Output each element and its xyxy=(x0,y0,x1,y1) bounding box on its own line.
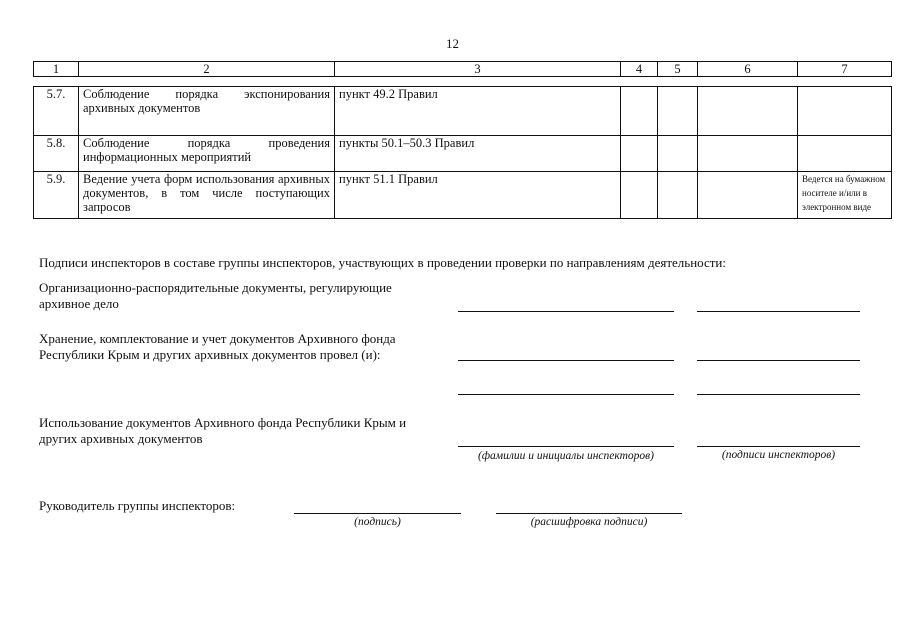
row-reference: пункт 51.1 Правил xyxy=(335,172,621,219)
header-cell: 2 xyxy=(79,62,335,77)
header-cell: 4 xyxy=(621,62,658,77)
leader-decode-line xyxy=(496,513,682,514)
name-line xyxy=(458,311,674,312)
row-cell-5 xyxy=(658,172,698,219)
row-cell-5 xyxy=(658,136,698,172)
signature-line xyxy=(697,394,860,395)
row-cell-6 xyxy=(698,172,798,219)
row-number: 5.8. xyxy=(34,136,79,172)
row-cell-4 xyxy=(621,172,658,219)
leader-signature-line xyxy=(294,513,461,514)
section-usage: Использование документов Архивного фонда Республики Крым и других архивных документов xyxy=(39,415,407,446)
row-cell-6 xyxy=(698,87,798,136)
signature-line xyxy=(697,311,860,312)
row-cell-4 xyxy=(621,87,658,136)
page-number: 12 xyxy=(446,36,459,51)
name-line xyxy=(458,394,674,395)
signatures-intro: Подписи инспекторов в составе группы инспекторов, участвующих в проведении проверки по направлениям деятельности: xyxy=(39,255,727,270)
table-row xyxy=(34,87,892,136)
row-cell-5 xyxy=(658,87,698,136)
name-line xyxy=(458,446,674,447)
row-number: 5.9. xyxy=(34,172,79,219)
leader-label: Руководитель группы инспекторов: xyxy=(39,498,236,513)
row-name: Ведение учета форм использования архивных документов, в том числе поступающих запросов xyxy=(79,172,335,219)
row-name: Соблюдение порядка экспонирования архивных документов xyxy=(79,87,335,136)
header-cell: 6 xyxy=(698,62,798,77)
table-row xyxy=(34,172,892,219)
row-number: 5.7. xyxy=(34,87,79,136)
inspection-table xyxy=(33,86,892,219)
signature-line xyxy=(697,446,860,447)
header-cell: 7 xyxy=(798,62,892,77)
caption-signatures: (подписи инспекторов) xyxy=(721,449,836,461)
signature-line xyxy=(697,360,860,361)
caption-decode: (расшифровка подписи) xyxy=(530,516,648,528)
column-number-header xyxy=(33,61,892,77)
section-storage: Хранение, комплектование и учет документов Архивного фонда Республики Крым и других архивных документов провел (и): xyxy=(39,331,396,362)
name-line xyxy=(458,360,674,361)
row-cell-7 xyxy=(798,136,892,172)
header-cell: 3 xyxy=(335,62,621,77)
row-cell-7 xyxy=(798,87,892,136)
header-cell: 1 xyxy=(34,62,79,77)
row-cell-6 xyxy=(698,136,798,172)
table-row xyxy=(34,136,892,172)
caption-names: (фамилии и инициалы инспекторов) xyxy=(478,450,654,462)
row-note: Ведется на бумажном носителе и/или в электронном виде xyxy=(798,172,892,219)
row-reference: пункты 50.1–50.3 Правил xyxy=(335,136,621,172)
row-reference: пункт 49.2 Правил xyxy=(335,87,621,136)
row-name: Соблюдение порядка проведения информационных мероприятий xyxy=(79,136,335,172)
caption-sign: (подпись) xyxy=(354,516,401,528)
row-cell-4 xyxy=(621,136,658,172)
section-org-docs: Организационно-распорядительные документы, регулирующие архивное дело xyxy=(39,280,392,311)
header-cell: 5 xyxy=(658,62,698,77)
